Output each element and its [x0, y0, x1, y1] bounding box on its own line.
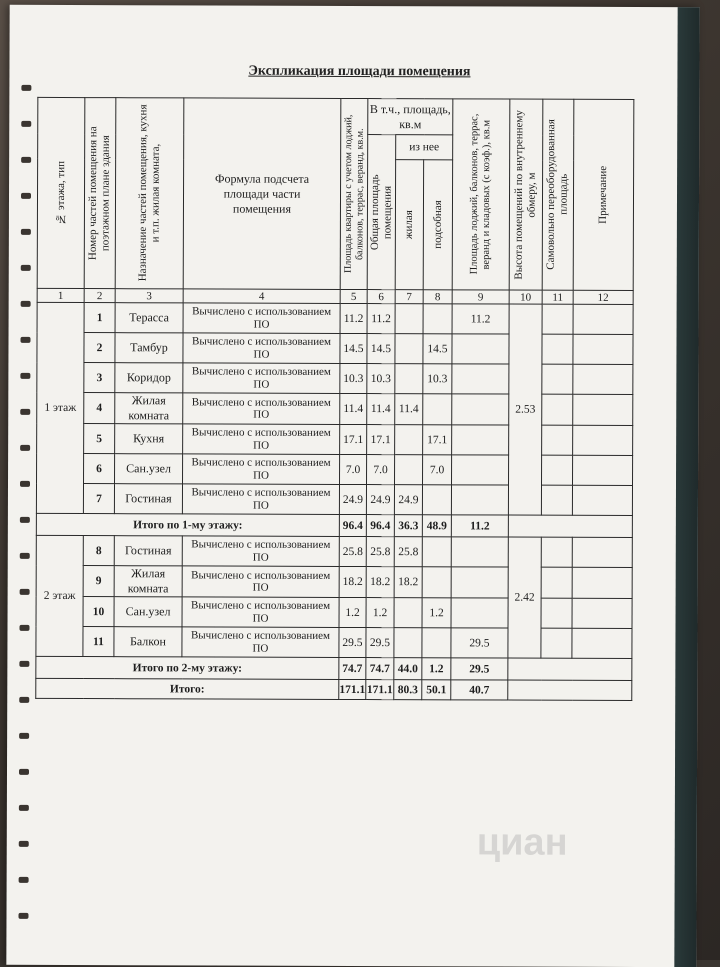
header-of-which: из нее [396, 135, 453, 160]
floor-total-row [36, 656, 632, 680]
note-cell [572, 628, 632, 658]
binding-hole [20, 553, 30, 559]
total-cell-c7: 44.0 [394, 658, 422, 680]
table-row [37, 362, 633, 394]
header-purpose: Назначение частей помещения, кухня и т.п. жилая комната, [115, 98, 184, 289]
column-number: 3 [115, 289, 183, 303]
area-cell-c9 [452, 334, 509, 364]
room-number: 11 [83, 627, 114, 657]
table-row [36, 626, 632, 658]
area-cell-c5: 7.0 [340, 454, 367, 484]
column-number: 8 [423, 290, 452, 304]
area-cell-c6: 7.0 [367, 455, 395, 485]
grand-total-cell-c7: 80.3 [394, 680, 422, 700]
binding-hole [19, 805, 29, 811]
area-cell-c8 [422, 628, 451, 658]
formula-text: Вычислено с использованием ПО [183, 333, 340, 364]
unauthorized-cell [542, 394, 573, 425]
room-name: Балкон [114, 627, 182, 657]
room-number: 6 [84, 454, 115, 484]
room-name: Сан.узел [114, 597, 182, 627]
unauthorized-cell [542, 455, 573, 485]
note-cell [573, 394, 633, 425]
formula-text: Вычислено с использованием ПО [182, 536, 339, 567]
grand-total-cell-c5: 171.1 [339, 679, 366, 699]
note-cell [572, 567, 632, 598]
area-cell-c8: 7.0 [423, 455, 452, 485]
area-cell-c9 [451, 485, 508, 515]
area-cell-c5: 1.2 [339, 597, 366, 627]
area-cell-c8 [422, 537, 451, 567]
room-name: Гостиная [114, 536, 182, 566]
note-cell [573, 334, 633, 364]
area-cell-c8 [422, 485, 451, 515]
binding-hole [21, 193, 31, 199]
total-cell-c9: 29.5 [451, 658, 508, 680]
area-cell-c7 [395, 334, 423, 364]
header-living: жилая [395, 160, 423, 290]
ceiling-height: 2.53 [508, 304, 542, 515]
header-auxiliary: подсобная [423, 160, 452, 290]
area-cell-c7 [394, 598, 422, 628]
header-incl-group: В т.ч., площадь, кв.м [368, 99, 453, 135]
binding-hole [20, 373, 30, 379]
note-cell [573, 455, 633, 485]
room-number: 10 [83, 597, 114, 627]
floor-total-label: Итого по 1-му этажу: [36, 513, 339, 536]
area-cell-c7: 25.8 [394, 537, 422, 567]
binding-hole [19, 661, 29, 667]
binding-hole [21, 265, 31, 271]
total-cell-c7: 36.3 [394, 515, 422, 537]
room-name: Сан.узел [115, 454, 183, 484]
area-cell-c7 [395, 425, 423, 455]
binding-hole [20, 445, 30, 451]
unauthorized-cell [541, 485, 572, 515]
grand-total-cell-c8: 50.1 [422, 680, 451, 700]
column-number: 7 [395, 290, 423, 304]
area-cell-c6: 14.5 [367, 334, 395, 364]
total-cell-c5: 96.4 [339, 514, 366, 536]
binding-hole [19, 625, 29, 631]
binding-hole [21, 301, 31, 307]
page-title: Экспликация площади помещения [248, 63, 471, 80]
binding-hole [19, 697, 29, 703]
header-floor: № этажа, тип [37, 97, 85, 288]
total-cell-c5: 74.7 [339, 657, 366, 679]
unauthorized-cell [541, 537, 572, 567]
note-cell [573, 304, 633, 334]
area-cell-c9 [452, 364, 509, 394]
formula-text: Вычислено с использованием ПО [183, 303, 340, 334]
header-note: Примечание [573, 99, 634, 290]
header-height: Высота помещений по внутреннему обмеру, м [509, 99, 543, 290]
header-unauthorized: Самовольно переоборудованная площадь [542, 99, 574, 290]
note-cell [572, 537, 632, 567]
header-area-total: Площадь квартиры с учетом лоджий, балконов, террас, веранд, кв.м. [340, 98, 368, 289]
table-row [37, 423, 633, 455]
explication-table [35, 97, 634, 701]
column-number: 5 [340, 289, 367, 303]
header-formula: Формула подсчета площади части помещения [183, 98, 341, 290]
room-name: Терасса [115, 303, 183, 333]
area-cell-c7 [394, 628, 422, 658]
area-cell-c5: 11.2 [340, 303, 367, 333]
room-name: Жилая комната [115, 393, 183, 424]
unauthorized-cell [541, 598, 572, 628]
formula-text: Вычислено с использованием ПО [182, 597, 339, 628]
formula-text: Вычислено с использованием ПО [182, 566, 339, 598]
binding-hole [20, 481, 30, 487]
area-cell-c7 [395, 455, 423, 485]
room-number: 8 [83, 536, 114, 566]
binding-hole [18, 913, 28, 919]
binding-hole [19, 877, 29, 883]
unauthorized-cell [541, 628, 572, 658]
area-cell-c5: 18.2 [339, 566, 366, 597]
table-row [37, 392, 633, 425]
formula-text: Вычислено с использованием ПО [183, 363, 340, 394]
room-name: Кухня [115, 424, 183, 454]
area-cell-c5: 14.5 [340, 333, 367, 363]
area-cell-c5: 11.4 [340, 393, 367, 424]
table-row [37, 332, 633, 364]
total-empty [508, 515, 632, 537]
header-loggia: Площадь лоджий, балконов, террас, веранд и кладовых (с коэф.), кв.м [452, 99, 510, 290]
area-cell-c6: 29.5 [366, 628, 394, 658]
area-cell-c8 [423, 304, 452, 334]
area-cell-c9 [452, 425, 509, 455]
column-number: 1 [37, 288, 84, 302]
area-cell-c6: 1.2 [366, 598, 394, 628]
room-name: Гостиная [114, 484, 182, 514]
document-sheet [6, 5, 699, 967]
area-cell-c5: 25.8 [339, 536, 366, 566]
area-cell-c9 [451, 567, 508, 598]
column-number: 11 [542, 290, 573, 304]
room-number: 4 [84, 393, 115, 424]
binding-hole [19, 841, 29, 847]
binding-hole [21, 157, 31, 163]
room-number: 7 [83, 484, 114, 514]
formula-text: Вычислено с использованием ПО [182, 484, 339, 515]
area-cell-c8: 14.5 [423, 334, 452, 364]
area-cell-c5: 24.9 [339, 484, 366, 514]
area-cell-c8 [423, 394, 452, 425]
area-cell-c9 [452, 455, 509, 485]
note-cell [572, 485, 632, 515]
unauthorized-cell [542, 334, 573, 364]
total-cell-c6: 96.4 [366, 515, 394, 537]
room-number: 5 [84, 424, 115, 454]
grand-total-cell-c9: 40.7 [451, 680, 508, 700]
unauthorized-cell [542, 364, 573, 394]
room-name: Жилая комната [114, 566, 182, 597]
area-cell-c6: 18.2 [366, 567, 394, 598]
grand-total-empty [508, 680, 632, 700]
room-name: Коридор [115, 363, 183, 393]
column-number: 6 [367, 290, 395, 304]
total-empty [508, 658, 632, 680]
room-name: Тамбур [115, 333, 183, 363]
formula-text: Вычислено с использованием ПО [182, 627, 339, 658]
binder-spine [674, 7, 699, 967]
binding-hole [21, 229, 31, 235]
total-cell-c8: 48.9 [422, 515, 451, 537]
floor-total-row [36, 513, 632, 537]
floor-total-label: Итого по 2-му этажу: [36, 656, 339, 679]
unauthorized-cell [542, 425, 573, 455]
area-cell-c7: 11.4 [395, 394, 423, 425]
binding-hole [20, 337, 30, 343]
column-number: 10 [509, 290, 542, 304]
binding-hole [20, 589, 30, 595]
area-cell-c9 [452, 394, 509, 425]
total-cell-c6: 74.7 [366, 658, 394, 680]
binding-hole [21, 85, 31, 91]
binding-hole [19, 769, 29, 775]
unauthorized-cell [541, 567, 572, 598]
table-row [36, 596, 632, 628]
unauthorized-cell [542, 304, 573, 334]
area-cell-c6: 11.2 [367, 304, 395, 334]
area-cell-c9 [451, 598, 508, 628]
watermark: циан [476, 821, 568, 864]
area-cell-c9: 11.2 [452, 304, 509, 334]
total-cell-c8: 1.2 [422, 658, 451, 680]
floor-label: 1 этаж [36, 302, 84, 513]
column-number: 4 [183, 289, 340, 304]
note-cell [572, 598, 632, 628]
area-cell-c8 [422, 567, 451, 598]
area-cell-c5: 17.1 [340, 424, 367, 454]
total-cell-c9: 11.2 [451, 515, 508, 537]
note-cell [573, 425, 633, 455]
area-cell-c6: 11.4 [367, 394, 395, 425]
area-cell-c9 [451, 537, 508, 567]
header-general-area: Общая площадь помещения [367, 135, 396, 290]
area-cell-c5: 29.5 [339, 627, 366, 657]
table-row [36, 565, 632, 598]
ceiling-height: 2.42 [508, 537, 541, 658]
grand-total-row [36, 678, 632, 700]
grand-total-cell-c6: 171.1 [366, 680, 394, 700]
table-row [37, 302, 633, 334]
formula-text: Вычислено с использованием ПО [183, 454, 340, 485]
area-cell-c9: 29.5 [451, 628, 508, 658]
formula-text: Вычислено с использованием ПО [183, 393, 340, 425]
binding-hole [21, 121, 31, 127]
grand-total-label: Итого: [36, 678, 339, 699]
table-row [36, 483, 632, 515]
area-cell-c8: 17.1 [423, 425, 452, 455]
area-cell-c5: 10.3 [340, 363, 367, 393]
room-number: 2 [84, 333, 115, 363]
binding-hole [19, 733, 29, 739]
floor-label: 2 этаж [36, 535, 83, 656]
table-row [36, 535, 632, 567]
area-cell-c7: 18.2 [394, 567, 422, 598]
area-cell-c8: 10.3 [423, 364, 452, 394]
header-part-number: Номер частей помещения на поэтажном плане здания [84, 98, 116, 289]
binding-hole [20, 409, 30, 415]
area-cell-c7 [395, 364, 423, 394]
area-cell-c6: 10.3 [367, 364, 395, 394]
room-number: 3 [84, 363, 115, 393]
room-number: 1 [84, 303, 115, 333]
area-cell-c6: 25.8 [366, 537, 394, 567]
column-number: 12 [573, 290, 633, 304]
area-cell-c6: 17.1 [367, 425, 395, 455]
area-cell-c8: 1.2 [422, 598, 451, 628]
column-number: 2 [84, 289, 115, 303]
binding-hole [20, 517, 30, 523]
table-row [37, 453, 633, 485]
room-number: 9 [83, 566, 114, 597]
area-cell-c7 [395, 304, 423, 334]
column-number: 9 [452, 290, 509, 304]
note-cell [573, 364, 633, 394]
area-cell-c7: 24.9 [394, 485, 422, 515]
formula-text: Вычислено с использованием ПО [183, 424, 340, 455]
area-cell-c6: 24.9 [366, 485, 394, 515]
